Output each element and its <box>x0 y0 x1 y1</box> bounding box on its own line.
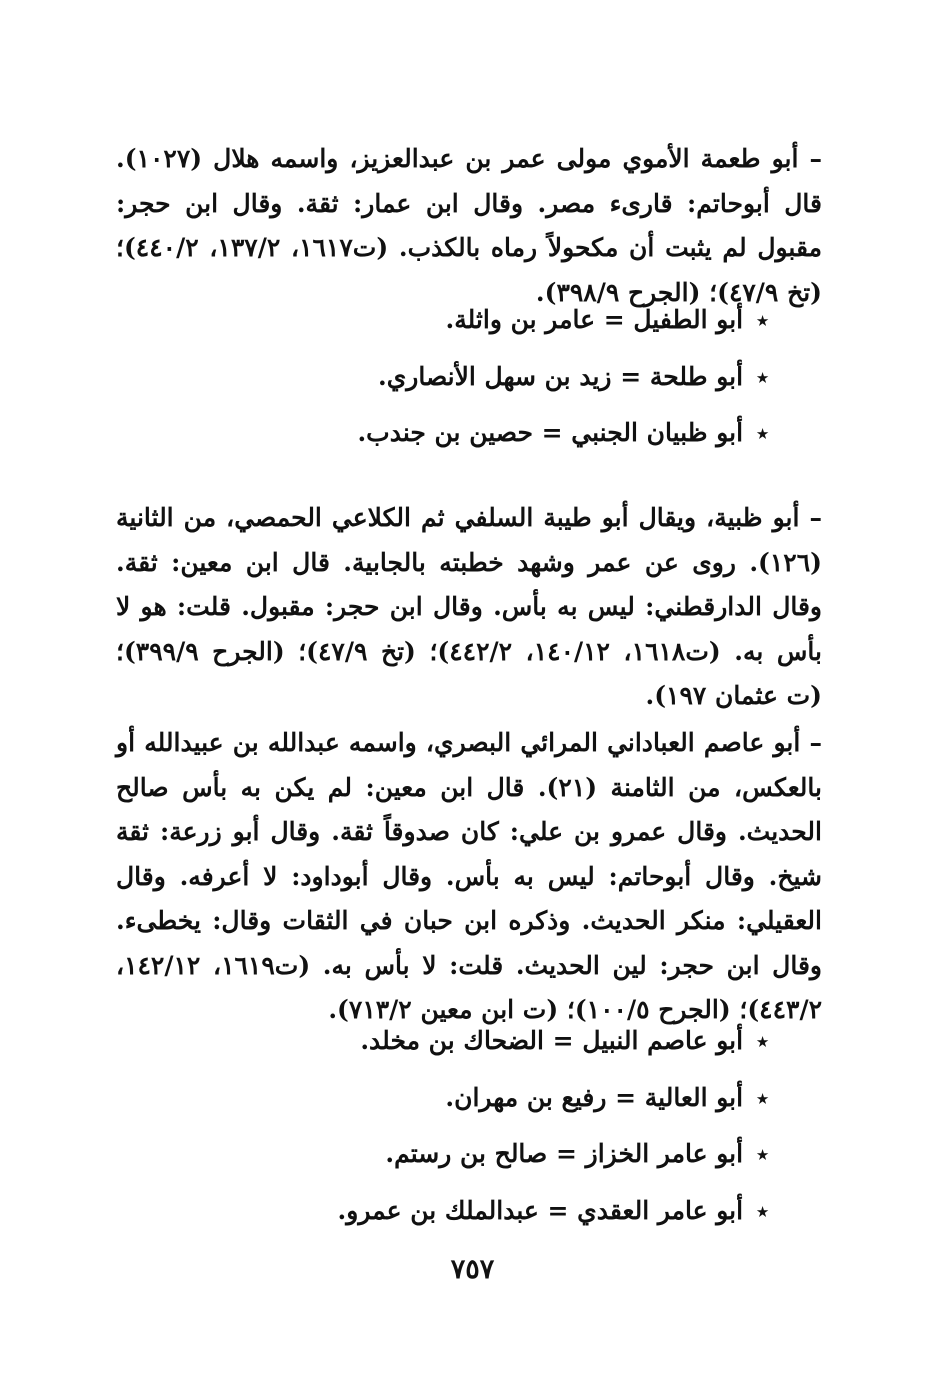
cross-reference-item <box>116 352 768 409</box>
cross-reference-text: أبو عامر العقدي = عبدالملك بن عمرو. <box>337 1195 744 1225</box>
biography-entry-abu-asim-abbadani: – أبو عاصم العباداني المرائي البصري، واسمه عبدالله بن عبيدالله أو بالعكس، من الثامنة (٢١). قال ابن معين: لم يكن به بأس صالح الحديث. وقال عمرو بن علي: كان صدوقاً ثقة. وقال أبو زرعة: ثقة شيخ. وقال أبوحاتم: ليس به بأس. وقال أبوداود: لا أعرفه. وقال العقيلي: منكر الحديث. وذكره ابن حبان في الثقات وقال: يخطىء. وقال ابن حجر: لين الحديث. قلت: لا بأس به. (ت١٦١٩، ١٤٢/١٢، ٤٤٣/٢)؛ (الجرح ١٠٠/٥)؛ (ت ابن معين ٧١٣/٢). <box>116 728 822 1024</box>
cross-reference-item <box>116 1129 768 1186</box>
asterisk-icon: ٭ <box>757 308 768 332</box>
page-number: ٧٥٧ <box>450 1254 495 1285</box>
biography-entry-abu-zabyah: – أبو ظبية، ويقال أبو طيبة السلفي ثم الكلاعي الحمصي، من الثانية (١٢٦). روى عن عمر وشهد خطبته بالجابية. قال ابن معين: ثقة. وقال الدارقطني: ليس به بأس. وقال ابن حجر: مقبول. قلت: هو لا بأس به. (ت١٦١٨، ١٤٠/١٢، ٤٤٢/٢)؛ (تخ ٤٧/٩)؛ (الجرح ٣٩٩/٩)؛ (ت عثمان ١٩٧). <box>116 503 822 710</box>
asterisk-icon: ٭ <box>757 1198 768 1223</box>
asterisk-icon: ٭ <box>757 1085 768 1110</box>
asterisk-icon: ٭ <box>757 1142 768 1166</box>
cross-reference-list <box>116 295 768 465</box>
biography-entry-abu-tamah: – أبو طعمة الأموي مولى عمر بن عبدالعزيز، واسمه هلال (١٠٢٧). قال أبوحاتم: قارىء مصر. وقال ابن عمار: ثقة. وقال ابن حجر: مقبول لم يثبت أن مكحولاً رماه بالكذب. (ت١٦١٧، ١٣٧/٢، ٤٤٠/٢)؛ (تخ ٤٧/٩)؛ (الجرح ٣٩٨/٩). <box>116 144 823 307</box>
cross-reference-text: أبو طلحة = زيد بن سهل الأنصاري. <box>378 361 744 391</box>
asterisk-icon: ٭ <box>757 1029 768 1053</box>
cross-reference-item <box>116 408 768 465</box>
asterisk-icon: ٭ <box>757 364 768 389</box>
cross-reference-text: أبو عاصم النبيل = الضحاك بن مخلد. <box>360 1026 744 1055</box>
cross-reference-item <box>116 1186 768 1243</box>
cross-reference-item <box>116 1073 768 1130</box>
cross-reference-text: أبو العالية = رفيع بن مهران. <box>445 1082 744 1112</box>
cross-reference-item <box>116 295 768 352</box>
cross-reference-text: أبو عامر الخزاز = صالح بن رستم. <box>385 1139 744 1168</box>
cross-reference-list <box>116 1016 768 1242</box>
asterisk-icon: ٭ <box>757 421 768 445</box>
cross-reference-text: أبو ظبيان الجنبي = حصين بن جندب. <box>357 418 744 447</box>
cross-reference-item <box>116 1016 768 1073</box>
cross-reference-text: أبو الطفيل = عامر بن واثلة. <box>445 305 744 334</box>
